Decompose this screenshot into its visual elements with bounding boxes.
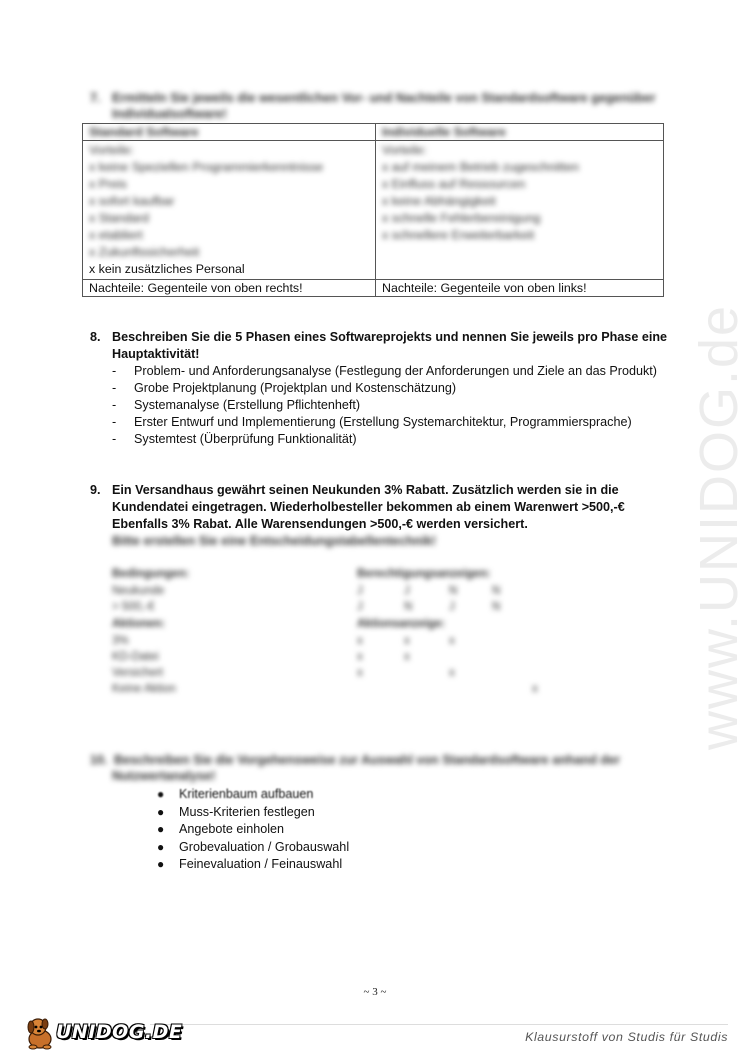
dt-row-label: KD-Datei xyxy=(112,651,159,663)
dash-marker: - xyxy=(112,364,117,378)
q10-title xyxy=(90,753,620,767)
list-item-text: Systemtest (Überprüfung Funktionalität) xyxy=(134,432,357,446)
q8-title xyxy=(90,330,667,344)
q9-line1: Ein Versandhaus gewährt seinen Neukunden 3% Rabatt. Zusätzlich werden sie in die xyxy=(112,483,619,497)
dt-row-label: Neukunde xyxy=(112,585,165,597)
q7-col1-line: x sofort kaufbar xyxy=(89,194,175,208)
watermark: www.UNIDOG.de xyxy=(689,303,749,750)
q7-col2-lines xyxy=(382,142,657,244)
q7-col1-header: Standard Software xyxy=(83,124,376,141)
logo-text: UNIDOG.DE xyxy=(56,1021,183,1043)
dash-marker: - xyxy=(112,432,117,446)
q7-col1-line: Vorteile: xyxy=(89,143,134,157)
list-item-text: Grobevaluation / Grobauswahl xyxy=(179,839,350,854)
dash-marker: - xyxy=(112,398,117,412)
list-item xyxy=(155,839,349,857)
q7-col2-line: Vorteile: xyxy=(382,143,427,157)
dt-cell: x xyxy=(357,635,363,647)
q7-col2-body xyxy=(376,141,664,280)
q7-col2-line: x keine Abhängigkeit xyxy=(382,194,496,208)
dash-marker: - xyxy=(112,415,117,429)
dt-row-label: Versichert xyxy=(112,667,164,679)
footer-tagline: Klausurstoff von Studis für Studis xyxy=(525,1030,728,1044)
q9-line3: Ebenfalls 3% Rabat. Alle Warensendungen >500,-€ werden versichert. xyxy=(112,517,528,531)
dt-cell: x xyxy=(357,667,363,679)
q7-col2-footer: Nachteile: Gegenteile von oben links! xyxy=(376,280,664,297)
q9-line2: Kundendatei eingetragen. Wiederholbesteller bekommen ab einem Warenwert >500,-€ xyxy=(112,500,625,514)
dash-marker: - xyxy=(112,381,117,395)
list-item-text: Grobe Projektplanung (Projektplan und Kostenschätzung) xyxy=(134,381,457,395)
dt-aktionsanzeige-label: Aktionsanzeige: xyxy=(357,618,446,630)
q7-col1-line: x etabliert xyxy=(89,228,143,242)
q7-col1-line: x keine Speziellen Programmierkenntnisse xyxy=(89,160,324,174)
page-number: ~ 3 ~ xyxy=(363,986,387,998)
q7-col2-line: x schnellere Erweiterbarkeit xyxy=(382,228,535,242)
footer-rule xyxy=(150,1024,728,1025)
dt-cell: N xyxy=(449,585,458,597)
list-item xyxy=(155,786,349,804)
dt-row-label: > 500,-€ xyxy=(112,601,155,613)
q8-title-line1: Beschreiben Sie die 5 Phasen eines Softwareprojekts und nennen Sie jeweils pro Phase eine xyxy=(112,330,668,344)
q9-text xyxy=(90,483,619,497)
dt-bedingungen-label: Bedingungen: xyxy=(112,568,190,580)
dt-aktionen-label: Aktionen: xyxy=(112,618,166,630)
q8-number: 8. xyxy=(90,330,101,344)
q10-number: 10. xyxy=(90,753,108,767)
bullet-marker: ● xyxy=(157,787,165,801)
q7-col2-line: x Einfluss auf Ressourcen xyxy=(382,177,526,191)
q7-number: 7. xyxy=(90,91,101,105)
list-item xyxy=(112,363,657,380)
dt-cell: N xyxy=(492,601,501,613)
bullet-marker: ● xyxy=(157,804,165,819)
list-item xyxy=(112,431,657,448)
dt-cell: x xyxy=(449,635,455,647)
q7-col1-footer: Nachteile: Gegenteile von oben rechts! xyxy=(83,280,376,297)
q8-title-line2: Hauptaktivität! xyxy=(112,347,200,361)
dt-cell: J xyxy=(404,585,410,597)
q10-title-line2: Nutzwertanalyse! xyxy=(112,769,216,783)
q7-title xyxy=(90,91,656,105)
bullet-marker: ● xyxy=(157,857,165,871)
q9-line4: Bitte erstellen Sie eine Entscheidungstabellentechnik! xyxy=(112,534,437,548)
list-item xyxy=(155,856,349,874)
dt-cell: J xyxy=(357,585,363,597)
dt-cell: J xyxy=(449,601,455,613)
list-item xyxy=(112,380,657,397)
bullet-marker: ● xyxy=(157,822,165,836)
list-item xyxy=(112,414,657,431)
list-item-text: Kriterienbaum aufbauen xyxy=(179,787,314,801)
list-item xyxy=(155,821,349,839)
dt-row-label: 3% xyxy=(112,635,129,647)
q7-col1-clear-line: x kein zusätzliches Personal xyxy=(89,262,245,276)
list-item xyxy=(112,397,657,414)
q10-list xyxy=(155,786,349,874)
list-item-text: Problem- und Anforderungsanalyse (Festlegung der Anforderungen und Ziele an das Produkt) xyxy=(134,364,657,378)
q7-title-line2: Individualsoftware! xyxy=(112,107,227,121)
q7-table xyxy=(82,123,664,297)
dt-cell: x xyxy=(532,683,538,695)
list-item-text: Systemanalyse (Erstellung Pflichtenheft) xyxy=(134,398,361,412)
dog-icon xyxy=(22,1015,58,1051)
q7-col2-header: Individuelle Software xyxy=(376,124,664,141)
q7-col1-body xyxy=(83,141,376,280)
dt-cell: N xyxy=(404,601,413,613)
dt-berechtigung-label: Berechtigungsanzeigen: xyxy=(357,568,491,580)
q7-col1-line: x Standard xyxy=(89,211,149,225)
bullet-marker: ● xyxy=(157,839,165,854)
dt-row-label: Keine Aktion xyxy=(112,683,176,695)
q8-list xyxy=(112,363,657,448)
dt-cell: J xyxy=(357,601,363,613)
q9-decision-table xyxy=(112,566,562,726)
list-item-text: Erster Entwurf und Implementierung (Erstellung Systemarchitektur, Programmiersprache) xyxy=(134,415,632,429)
list-item-text: Feinevaluation / Feinauswahl xyxy=(179,857,343,871)
list-item xyxy=(155,804,349,822)
q7-col2-line: x auf meinem Betrieb zugeschnitten xyxy=(382,160,579,174)
q7-col2-line: x schnelle Fehlerbereinigung xyxy=(382,211,541,225)
q9-number: 9. xyxy=(90,483,101,497)
list-item-text: Muss-Kriterien festlegen xyxy=(179,804,315,819)
q7-col1-line: x Zukunftssicherheit xyxy=(89,245,200,259)
q7-title-line1: Ermitteln Sie jeweils die wesentlichen Vor- und Nachteile von Standardsoftware gegenüber xyxy=(112,91,656,105)
q7-col1-lines xyxy=(89,142,369,261)
unidog-logo xyxy=(22,1015,183,1051)
dt-cell: x xyxy=(357,651,363,663)
q7-col1-line: x Preis xyxy=(89,177,127,191)
dt-cell: x xyxy=(404,635,410,647)
dt-cell: x xyxy=(404,651,410,663)
q10-title-line1: Beschreiben Sie die Vorgehensweise zur Auswahl von Standardsoftware anhand der xyxy=(114,753,620,767)
dt-cell: N xyxy=(492,585,501,597)
dt-cell: x xyxy=(449,667,455,679)
list-item-text: Angebote einholen xyxy=(179,822,285,836)
